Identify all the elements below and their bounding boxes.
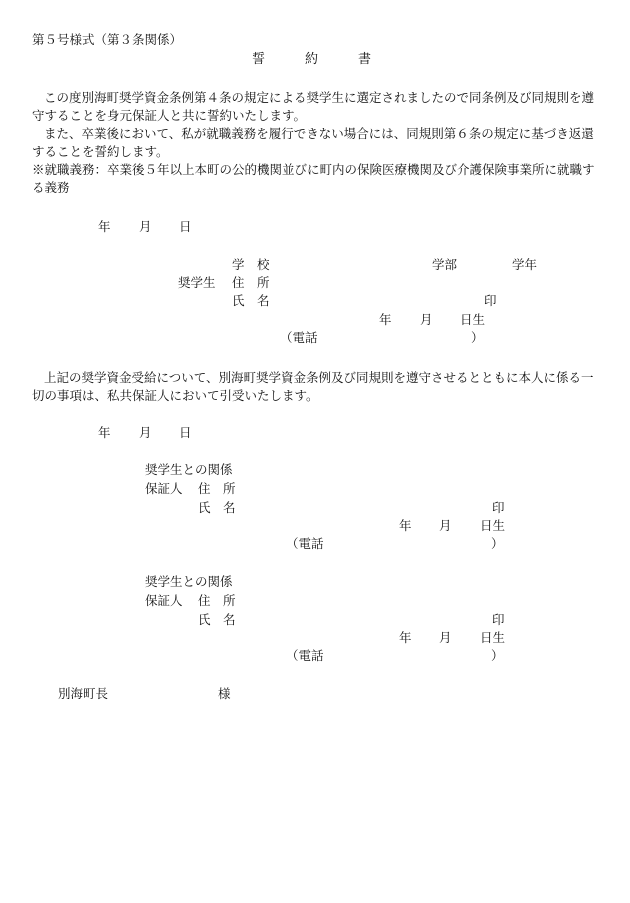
title-char-1: 誓 (252, 52, 266, 67)
student-group-label: 奨学生 (178, 275, 216, 290)
student-birth-month-label: 月 (420, 312, 433, 327)
form-number: 第５号様式（第３条関係） (32, 32, 183, 47)
date-day-label: 日 (179, 425, 192, 440)
student-school-label: 学 校 (232, 257, 270, 272)
title-char-3: 書 (358, 52, 372, 67)
guarantor-name-label: 氏 名 (198, 500, 236, 515)
pledge-paragraph-1: この度別海町奨学資金条例第４条の規定による奨学生に選定されましたので同条例及び同規則を遵守することを身元保証人と共に誓約いたします。 (32, 90, 595, 123)
student-birth-day-label: 日生 (460, 312, 486, 327)
student-address-label: 住 所 (232, 275, 270, 290)
guarantor-relation-label: 奨学生との関係 (145, 462, 233, 477)
guarantor-birth-month-label: 月 (439, 630, 452, 645)
guarantor-phone-close: ） (491, 536, 504, 551)
student-name-label: 氏 名 (232, 293, 270, 308)
guarantor-undertaking (32, 369, 598, 405)
guarantor-seal-mark: 印 (492, 612, 505, 627)
date-year-label: 年 (98, 425, 111, 440)
guarantor-group-label: 保証人 (145, 481, 183, 496)
date-day-label: 日 (179, 219, 192, 234)
document-title (252, 53, 371, 66)
date-year-label: 年 (98, 219, 111, 234)
student-seal-mark: 印 (484, 293, 497, 308)
guarantor-group-label: 保証人 (145, 593, 183, 608)
employment-obligation-note: ※就職義務：卒業後５年以上本町の公的機関並びに町内の保険医療機関及び介護保険事業所に就職する義務 (32, 162, 595, 195)
date-month-label: 月 (139, 425, 152, 440)
guarantor-phone-label: （電話 (286, 536, 324, 551)
student-phone-label: （電話 (280, 330, 318, 345)
guarantor-phone-label: （電話 (286, 648, 324, 663)
student-birth-year-label: 年 (379, 312, 392, 327)
guarantor-address-label: 住 所 (198, 481, 236, 496)
pledge-body (32, 89, 598, 197)
guarantor-paragraph: 上記の奨学資金受給について、別海町奨学資金条例及び同規則を遵守させるとともに本人に係る一切の事項は、私共保証人において引受いたします。 (32, 370, 594, 403)
guarantor-seal-mark: 印 (492, 500, 505, 515)
addressee-honorific: 様 (218, 686, 231, 701)
addressee-name: 別海町長 (58, 686, 109, 701)
student-faculty-label: 学部 (432, 257, 458, 272)
guarantor-birth-year-label: 年 (399, 518, 412, 533)
guarantor-birth-month-label: 月 (439, 518, 452, 533)
title-char-2: 約 (305, 52, 319, 67)
guarantor-phone-close: ） (491, 648, 504, 663)
guarantor-relation-label: 奨学生との関係 (145, 574, 233, 589)
pledge-paragraph-2: また、卒業後において、私が就職義務を履行できない場合には、同規則第６条の規定に基づき返還することを誓約します。 (32, 126, 594, 159)
date-month-label: 月 (139, 219, 152, 234)
guarantor-name-label: 氏 名 (198, 612, 236, 627)
student-grade-label: 学年 (512, 257, 538, 272)
guarantor-birth-year-label: 年 (399, 630, 412, 645)
student-phone-close: ） (471, 330, 484, 345)
guarantor-address-label: 住 所 (198, 593, 236, 608)
guarantor-birth-day-label: 日生 (480, 630, 506, 645)
guarantor-birth-day-label: 日生 (480, 518, 506, 533)
